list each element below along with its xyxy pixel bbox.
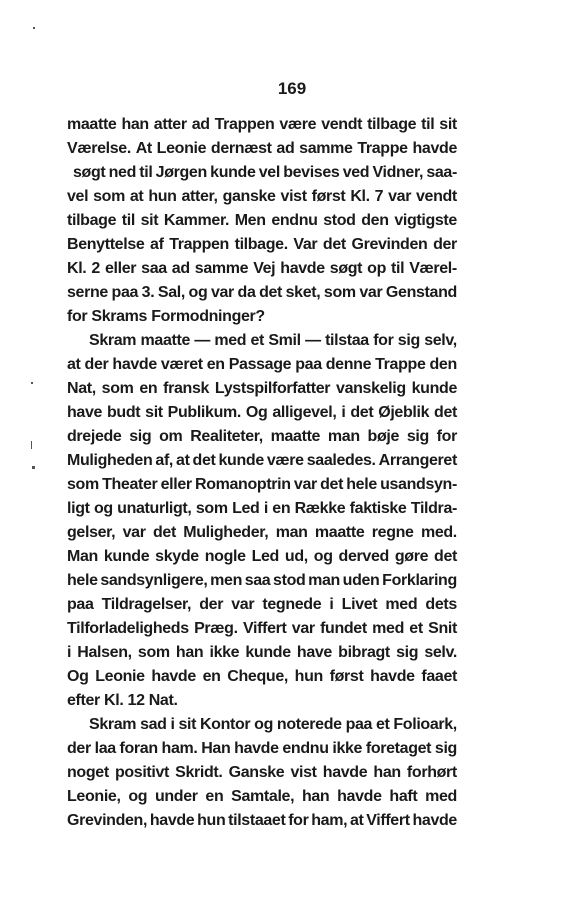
text-line: for Skrams Formodninger?: [67, 308, 265, 325]
text-line: der laa foran ham. Han havde endnu ikke foretaget sig: [67, 740, 457, 757]
text-line: Tilforladeligheds Præg. Viffert var fundet med et Snit: [67, 620, 457, 637]
text-line: Benyttelse af Trappen tilbage. Var det Grevinden der: [67, 236, 457, 253]
text-line: tilbage til sit Kammer. Men endnu stod den vigtigste: [67, 212, 457, 229]
margin-mark: [33, 27, 35, 29]
text-line: som Theater eller Romanoptrin var det hele usandsyn-: [67, 476, 457, 493]
text-line: vel som at hun atter, ganske vist først Kl. 7 var vendt: [67, 188, 457, 205]
margin-mark: [31, 441, 32, 449]
text-line: efter Kl. 12 Nat.: [67, 692, 178, 709]
text-line: have budt sit Publikum. Og alligevel, i det Øjeblik det: [67, 404, 457, 421]
text-line: Muligheden af, at det kunde være saaledes. Arrangeret: [67, 452, 457, 469]
text-line: Skram maatte — med et Smil — tilstaa for sig selv,: [89, 332, 457, 349]
page-number: 169: [277, 79, 307, 98]
text-line: Nat, som en fransk Lystspilforfatter vanskelig kunde: [67, 380, 457, 397]
text-line: serne paa 3. Sal, og var da det sket, som var Genstand: [67, 284, 457, 301]
text-line: i Halsen, som han ikke kunde have bibragt sig selv.: [67, 644, 457, 661]
text-line: Værelse. At Leonie dernæst ad samme Trappe havde: [67, 140, 457, 157]
text-line: noget positivt Skridt. Ganske vist havde han forhørt: [67, 764, 457, 781]
body-text: [67, 113, 457, 833]
text-line: maatte han atter ad Trappen være vendt tilbage til sit: [67, 116, 457, 133]
margin-mark: [32, 466, 35, 469]
text-line: søgt ned til Jørgen kunde vel bevises ved Vidner, saa-: [73, 164, 457, 181]
text-line: ligt og unaturligt, som Led i en Række faktiske Tildra-: [67, 500, 457, 517]
text-line: Leonie, og under en Samtale, han havde haft med: [67, 788, 457, 805]
text-line: hele sandsynligere, men saa stod man uden Forklaring: [67, 572, 457, 589]
text-line: paa Tildragelser, der var tegnede i Livet med dets: [67, 596, 457, 613]
margin-mark: [31, 382, 33, 384]
text-line: drejede sig om Realiteter, maatte man bøje sig for: [67, 428, 457, 445]
text-line: Og Leonie havde en Cheque, hun først havde faaet: [67, 668, 457, 685]
text-line: Man kunde skyde nogle Led ud, og derved gøre det: [67, 548, 457, 565]
text-line: at der havde været en Passage paa denne Trappe den: [67, 356, 457, 373]
text-line: gelser, var det Muligheder, man maatte regne med.: [67, 524, 457, 541]
text-line: Grevinden, havde hun tilstaaet for ham, at Viffert havde: [67, 812, 457, 829]
text-line: Kl. 2 eller saa ad samme Vej havde søgt op til Værel-: [67, 260, 457, 277]
text-line: Skram sad i sit Kontor og noterede paa et Folioark,: [89, 716, 457, 733]
